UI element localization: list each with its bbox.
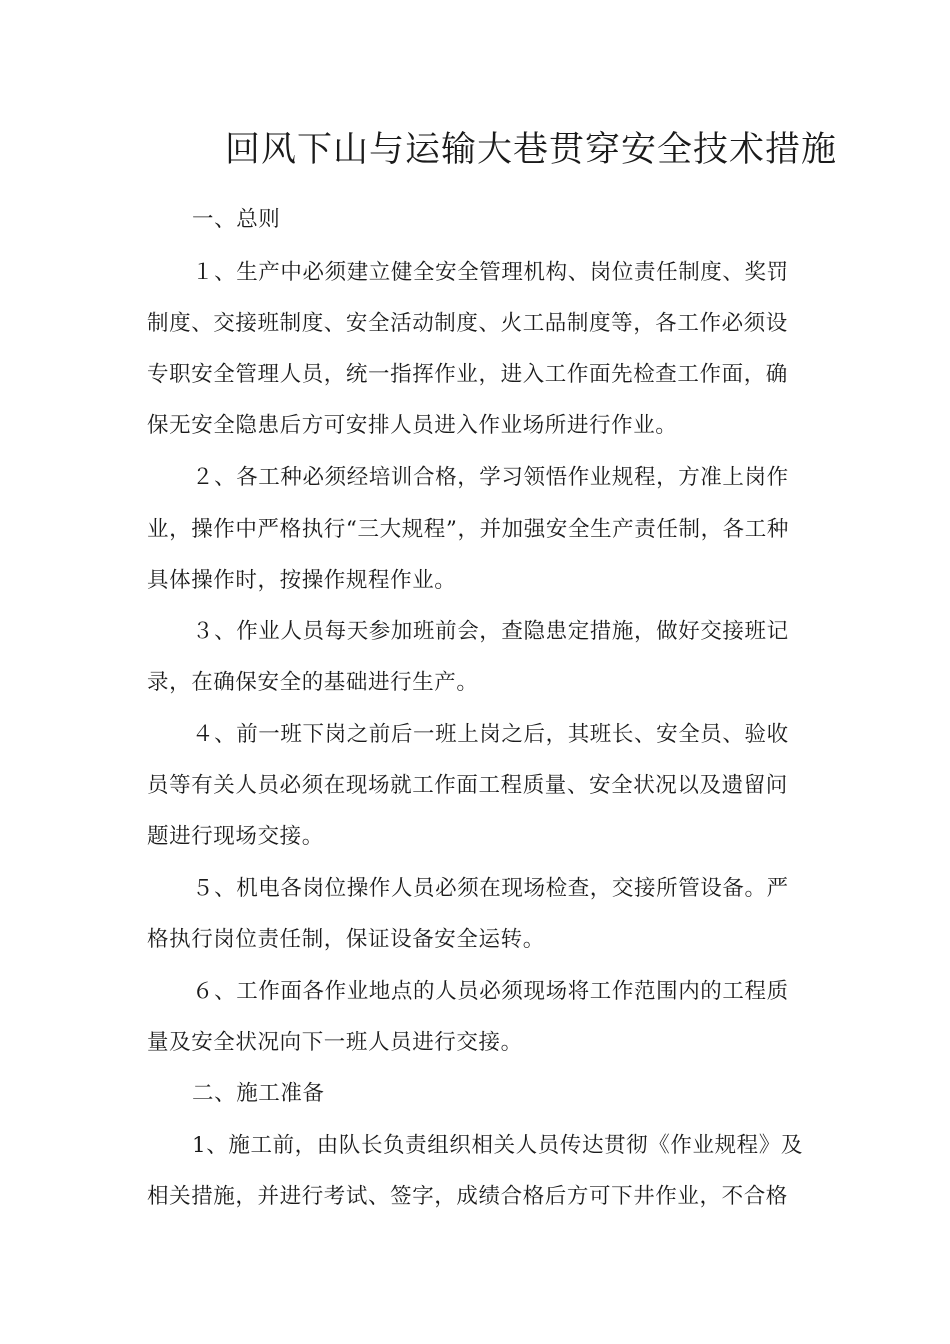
section-heading-preparation: 二、施工准备 — [192, 1081, 325, 1106]
paragraph-line: 量及安全状况向下一班人员进行交接。 — [147, 1030, 523, 1055]
paragraph-line: 制度、交接班制度、安全活动制度、火工品制度等，各工作必须设 — [147, 311, 788, 336]
paragraph-line: 具体操作时，按操作规程作业。 — [147, 568, 457, 593]
paragraph-line: 专职安全管理人员，统一指挥作业，进入工作面先检查工作面，确 — [147, 362, 788, 387]
paragraph-line: ５、机电各岗位操作人员必须在现场检查，交接所管设备。严 — [192, 876, 789, 901]
paragraph-line: 相关措施，并进行考试、签字，成绩合格后方可下井作业，不合格 — [147, 1184, 788, 1209]
paragraph-line: ２、各工种必须经培训合格，学习领悟作业规程，方准上岗作 — [192, 465, 789, 490]
paragraph-line: 业，操作中严格执行“三大规程”，并加强安全生产责任制，各工种 — [147, 517, 789, 542]
section-heading-general: 一、总则 — [192, 207, 281, 232]
paragraph-line: ４、前一班下岗之前后一班上岗之后，其班长、安全员、验收 — [192, 722, 789, 747]
paragraph-line: １、生产中必须建立健全安全管理机构、岗位责任制度、奖罚 — [192, 260, 789, 285]
paragraph-line: ６、工作面各作业地点的人员必须现场将工作范围内的工程质 — [192, 979, 789, 1004]
paragraph-line: 1、施工前，由队长负责组织相关人员传达贯彻《作业规程》及 — [192, 1133, 803, 1158]
paragraph-line: ３、作业人员每天参加班前会，查隐患定措施，做好交接班记 — [192, 619, 789, 644]
document-title: 回风下山与运输大巷贯穿安全技术措施 — [225, 130, 838, 170]
paragraph-line: 保无安全隐患后方可安排人员进入作业场所进行作业。 — [147, 413, 678, 438]
paragraph-line: 格执行岗位责任制，保证设备安全运转。 — [147, 927, 545, 952]
paragraph-line: 题进行现场交接。 — [147, 824, 324, 849]
paragraph-line: 录，在确保安全的基础进行生产。 — [147, 670, 479, 695]
paragraph-line: 员等有关人员必须在现场就工作面工程质量、安全状况以及遗留问 — [147, 773, 788, 798]
